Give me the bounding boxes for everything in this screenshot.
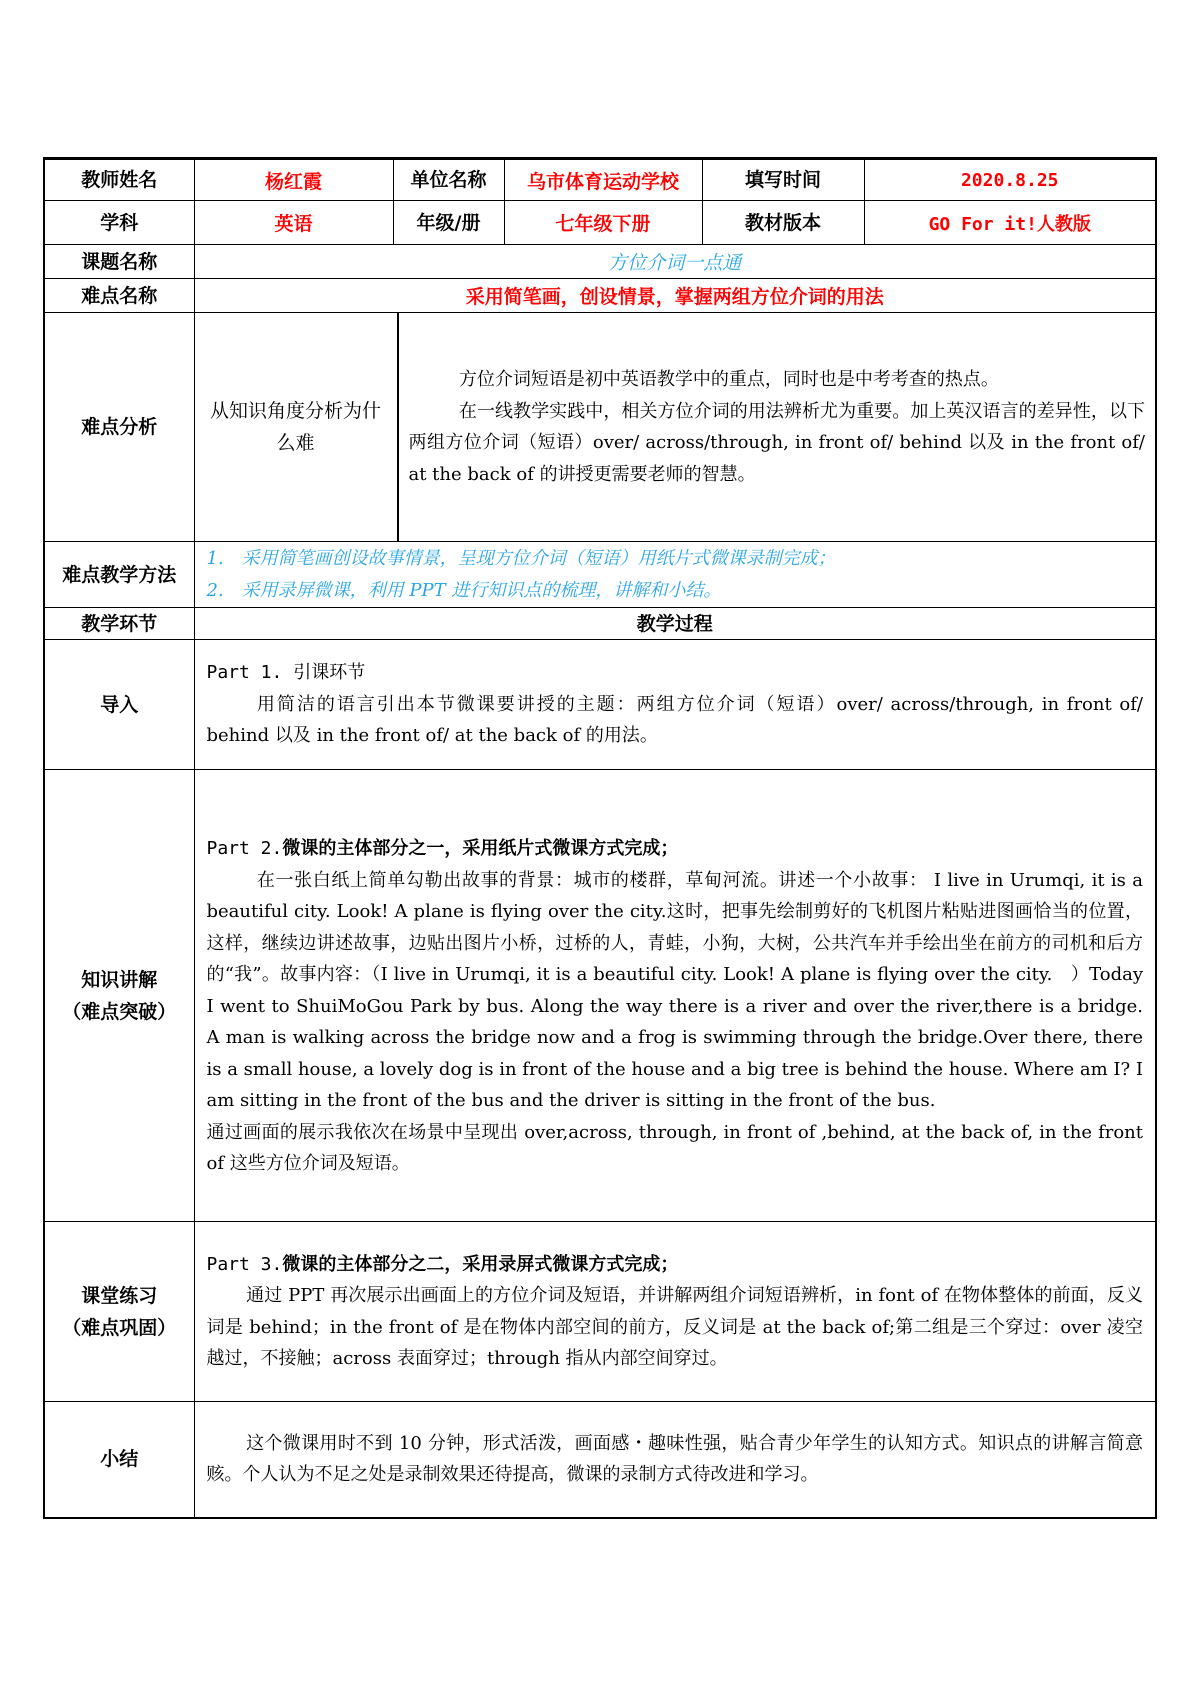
knowledge-row	[44, 770, 1156, 1222]
lesson-plan-sheet	[43, 157, 1155, 1519]
unit-label: 单位名称	[393, 159, 504, 201]
analysis-text	[398, 313, 1156, 541]
analysis-nested-table	[195, 313, 1156, 541]
process-header-row	[44, 608, 1156, 640]
lesson-plan-table	[43, 157, 1157, 1519]
analysis-row	[44, 313, 1156, 542]
method-label: 难点教学方法	[44, 542, 194, 608]
knowledge-title: Part 2.微课的主体部分之一，采用纸片式微课方式完成；	[206, 838, 679, 860]
header-row-1	[44, 159, 1156, 201]
topic-row	[44, 245, 1156, 279]
difficulty-value: 采用简笔画，创设情景，掌握两组方位介词的用法	[194, 279, 1156, 313]
knowledge-content	[194, 770, 1156, 1222]
unit-value: 乌市体育运动学校	[504, 159, 702, 201]
method-item-2: 2. 采用录屏微课，利用 PPT 进行知识点的梳理，讲解和小结。	[206, 579, 722, 601]
practice-label-line-1: 课堂练习	[81, 1284, 158, 1307]
teacher-label: 教师姓名	[44, 159, 194, 201]
intro-content	[194, 640, 1156, 770]
method-row	[44, 542, 1156, 608]
knowledge-label-line-2: （难点突破）	[62, 1000, 177, 1023]
subject-value: 英语	[194, 201, 393, 245]
teacher-value: 杨红霞	[194, 159, 393, 201]
topic-label: 课题名称	[44, 245, 194, 279]
knowledge-summary: 通过画面的展示我依次在场景中呈现出 over,across, through, in front of ,behind, at the back of, in the front of 这些方位介词及短语。	[206, 1121, 1143, 1175]
topic-value: 方位介词一点通	[194, 245, 1156, 279]
conclusion-body: 这个微课用时不到 10 分钟，形式活泼，画面感・趣味性强，贴合青少年学生的认知方式。知识点的讲解言简意赅。个人认为不足之处是录制效果还待提高，微课的录制方式待改进和学习。	[206, 1432, 1143, 1486]
practice-row	[44, 1222, 1156, 1402]
difficulty-row	[44, 279, 1156, 313]
stage-label: 教学环节	[44, 608, 194, 640]
header-row-2	[44, 201, 1156, 245]
conclusion-label: 小结	[44, 1402, 194, 1518]
intro-body: 用简洁的语言引出本节微课要讲授的主题：两组方位介词（短语）over/ across/through, in front of/ behind 以及 in the front of/ at the back of 的用法。	[206, 693, 1143, 747]
analysis-para-1: 方位介词短语是初中英语教学中的重点，同时也是中考考查的热点。	[458, 369, 999, 390]
textbook-label: 教材版本	[702, 201, 864, 245]
analysis-para-2: 在一线教学实践中，相关方位介词的用法辨析尤为重要。加上英汉语言的差异性，以下两组方位介词（短语）over/ across/through, in front of/ behind 以及 in the front of/ at the back of 的讲授更需要老师的智慧。	[408, 400, 1145, 485]
analysis-cell	[194, 313, 1156, 542]
knowledge-body: 在一张白纸上简单勾勒出故事的背景：城市的楼群，草甸河流。讲述一个小故事： I live in Urumqi, it is a beautiful city. Look! A plane is flying over the city.这时，把事先绘制剪好的飞机图片粘贴进图画恰当的位置，这样，继续边讲述故事，边贴出图片小桥，过桥的人，青蛙，小狗，大树，公共汽车并手绘出坐在前方的司机和后方的“我”。故事内容：（I live in Urumqi, it is a beautiful city. Look! A plane is flying over the city. ）Today I went to ShuiMoGou Park by bus. Along the way there is a river and over the river,there is a bridge. A man is walking across the bridge now and a frog is swimming through the bridge.Over there, there is a small house, a lovely dog is in front of the house and a big tree is behind the house. Where am I? I am sitting in the front of the bus and the driver is sitting in the front of the bus.	[206, 869, 1143, 1112]
practice-label	[44, 1222, 194, 1402]
textbook-value: GO For it!人教版	[864, 201, 1156, 245]
intro-row	[44, 640, 1156, 770]
practice-content	[194, 1222, 1156, 1402]
date-label: 填写时间	[702, 159, 864, 201]
conclusion-row	[44, 1402, 1156, 1518]
practice-body: 通过 PPT 再次展示出画面上的方位介词及短语，并讲解两组介词短语辨析，in font of 在物体整体的前面，反义词是 behind；in the front of 是在物体内部空间的前方，反义词是 at the back of;第二组是三个穿过：over 凌空越过，不接触；across 表面穿过；through 指从内部空间穿过。	[206, 1285, 1143, 1369]
grade-label: 年级/册	[393, 201, 504, 245]
analysis-angle: 从知识角度分析为什么难	[195, 313, 398, 541]
process-label: 教学过程	[194, 608, 1156, 640]
knowledge-label-line-1: 知识讲解	[81, 968, 158, 991]
practice-label-line-2: （难点巩固）	[62, 1316, 177, 1339]
analysis-label: 难点分析	[44, 313, 194, 542]
method-list	[194, 542, 1156, 608]
date-value: 2020.8.25	[864, 159, 1156, 201]
conclusion-content	[194, 1402, 1156, 1518]
difficulty-label: 难点名称	[44, 279, 194, 313]
method-item-1: 1. 采用简笔画创设故事情景，呈现方位介词（短语）用纸片式微课录制完成；	[206, 547, 836, 569]
intro-title: Part 1. 引课环节	[206, 662, 366, 684]
subject-label: 学科	[44, 201, 194, 245]
knowledge-label	[44, 770, 194, 1222]
intro-label: 导入	[44, 640, 194, 770]
grade-value: 七年级下册	[504, 201, 702, 245]
practice-title: Part 3.微课的主体部分之二，采用录屏式微课方式完成；	[206, 1253, 679, 1275]
